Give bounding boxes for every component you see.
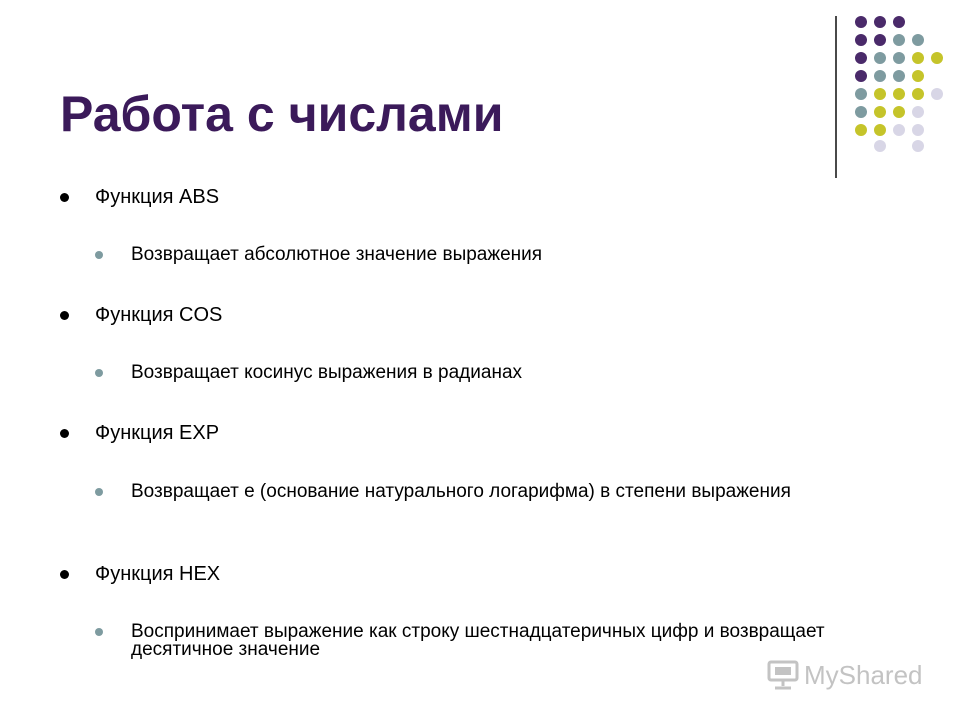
myshared-watermark (766, 656, 936, 696)
bullet-item-hex: Функция HEX (95, 563, 221, 585)
sub-bullet-dot (95, 251, 103, 259)
sub-bullet-abs: Возвращает абсолютное значение выражения (131, 244, 543, 265)
bullet-item-exp: Функция EXP (95, 422, 220, 444)
sub-bullet-hex: Воспринимает выражение как строку шестнадцатеричных цифр и возвращает десятичное значение (131, 621, 825, 660)
presentation-icon (766, 658, 800, 692)
bullet-dot (60, 311, 69, 320)
sub-bullet-cos: Возвращает косинус выражения в радианах (131, 362, 523, 383)
bullet-dot (60, 193, 69, 202)
sub-bullet-dot (95, 369, 103, 377)
sub-bullet-dot (95, 628, 103, 636)
bullet-item-abs: Функция ABS (95, 186, 220, 208)
bullet-dot (60, 429, 69, 438)
bullet-item-cos: Функция COS (95, 304, 223, 326)
watermark-text: MyShared (804, 660, 923, 690)
slide-title: Работа с числами (60, 86, 504, 142)
bullet-dot (60, 570, 69, 579)
sub-bullet-dot (95, 488, 103, 496)
sub-bullet-exp: Возвращает е (основание натурального логарифма) в степени выражения (131, 481, 791, 502)
